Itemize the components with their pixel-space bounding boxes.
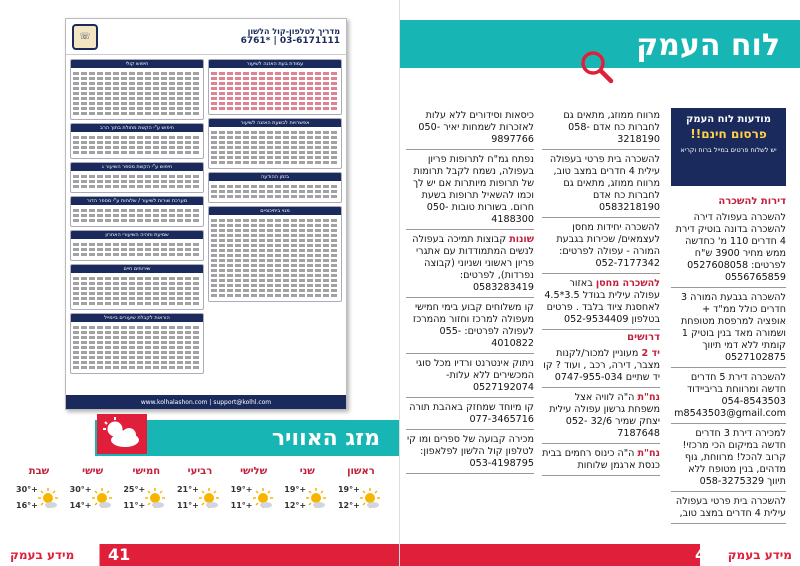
guide-text-line [211,239,339,242]
ad-item: להשכרה בעפולה דירה להשכרה בדונה בוטיק דירת 4 חדרים 110 מ' כחדשה ממש מחיר 3900 ש"ח לפרטים: 0527608058 0556765859 [671,210,786,288]
ad-text: מרווח ממוזג, מתאים גם לחברות כח אדם 058-3218190 [563,110,660,145]
ad-text: מעוניין למכור/לקנות מצבר, דירה, רכב , ועוד ? קו יד שתיים 0747-955-034 [543,348,660,383]
guide-text-line [211,254,339,257]
weather-day-body [68,481,118,525]
ad-text: ה"ה לוויה אצל משפחת גרשון עפולה עילית יצחק שמיר 32/6 052-7187648 [549,392,660,439]
guide-text-line [211,77,339,80]
board-title: לוח העמק [636,28,780,63]
weather-day [229,466,279,536]
weather-day [14,466,64,536]
guide-text-line [211,279,339,282]
guide-section-body [71,322,203,373]
guide-text-line [211,219,339,222]
ad-item [406,356,534,398]
weather-day-high: +19° [284,485,307,494]
weather-days [10,466,390,536]
partly-sunny-icon [251,487,275,515]
guide-text-line [73,146,201,149]
guide-section [208,206,342,302]
guide-section-heading: מנוי ביתיכוניים [209,207,341,215]
guide-section [70,123,204,159]
ad-text: קו מיוחד שמחזק באהבת תורה 077-3465716 [409,402,534,425]
guide-footer: www.kolhalashon.com | support@kolhl.com [66,395,346,409]
weather-day-name: חמישי [132,466,161,477]
guide-text-line [73,366,201,369]
ad-item [542,152,660,218]
weather-day-body [229,481,279,525]
ad-text: להשכרה יחידות מחסן לעצמאים/ שכירות בגבעת המורה - עפולה לפרטים: 052-7177342 [556,222,660,269]
ad-item [542,108,660,150]
weather-title: מזג האוויר [271,425,380,451]
guide-text-line [211,107,339,110]
page-number-left: 41 [108,545,131,564]
ad-item [542,446,660,476]
weather-day-high: +30° [16,485,38,494]
guide-text-line [211,92,339,95]
partly-sunny-icon [90,487,114,515]
ad-item [542,220,660,274]
weather-day-name: שבת [28,466,50,477]
guide-text-line [73,346,201,349]
guide-text-line [73,151,201,154]
page-number-right: 40 [695,545,718,564]
ad-item [406,232,534,298]
guide-text-line [211,269,339,272]
guide-text-line [211,161,339,164]
kol-halashon-logo: ☏ [72,24,98,50]
weather-day-low: +12° [337,501,360,510]
phone-guide [65,18,347,410]
guide-text-line [73,277,201,280]
ad-highlight: נח"ת [637,392,660,403]
ad-text: קבוצות תמיכה בעפולה לנשים המתמודדות עם אתגרי פריון ראשוני ושניוני (קבוצה נפרדות), לפרטים: 0583283419 [412,234,534,293]
guide-section-heading: שמיעת ותהיה השיעורי האחרון [71,231,203,239]
guide-section-heading: חיפוש קולי [71,60,203,68]
guide-phone: 03-6171111 | *6761 [240,36,340,46]
ad-highlight: נח"ת [637,448,660,459]
guide-section-heading: הוראות לקבלת שיעורים ביימייל [71,314,203,322]
ads-column-a [671,194,786,534]
weather-day-low: +16° [16,501,38,510]
guide-text-line [73,107,201,110]
guide-text-line [73,287,201,290]
ads-column-c [406,108,534,538]
guide-section-heading: חיפוש ע"י הקשת מחולת בתוך הרב [71,124,203,132]
guide-text-line [73,351,201,354]
guide-text-line [211,244,339,247]
guide-section-body [71,205,203,226]
guide-column [70,59,204,387]
partly-sunny-icon [358,487,382,515]
ad-text: להשכרה בית פרטי בעפולה עילית 4 חדרים במצב טוב, מרווח ממוזג, מתאים גם לחברות כח אדם 0583218190 [549,154,660,213]
weather-day [121,466,171,536]
guide-text-line [211,151,339,154]
guide-text-line [73,97,201,100]
weather-day-low: +11° [123,501,146,510]
ad-item [406,152,534,230]
weather-day-body [121,481,171,525]
weather-day-high: +30° [69,485,92,494]
partly-sunny-icon [304,487,328,515]
guide-text-line [211,185,339,188]
partly-sunny-icon [143,487,167,515]
ad-item [542,390,660,444]
guide-columns [66,55,346,391]
ad-highlight: שונות [509,234,534,245]
right-page [400,0,800,566]
promo-line1: מודעות לוח העמק [686,114,771,125]
guide-section-body [71,239,203,260]
weather-day-high: +19° [230,485,253,494]
guide-section-heading: שירותים חיים [71,265,203,273]
ad-item: להשכרה דירת 5 חדרים חדשה ומרווחת בריביידוד 054-8543503 m8543503@gmail.com [671,370,786,424]
guide-text-line [73,243,201,246]
weather-day [175,466,225,536]
weather-day [282,466,332,536]
weather-day-body [175,481,225,525]
promo-line2: פרסום חינם!! [690,127,767,141]
guide-text-line [73,361,201,364]
ad-item: למכירה דירת 3 חדרים חדשה במיקום הכי מרכזי! קרוב להכל! מרווחת, גוף מדהים, בנין מטופח ללא תיווך 058-3275329 [671,426,786,492]
weather-day-body [282,481,332,525]
guide-text-line [211,131,339,134]
ad-text: נפתח גמ"ח לתרופות פריון בעפולה, נשמח לקבל תרומות של תרופות מיותרות אם יש לך וכמו להשאיל תרופות בשעת חרום. בשורות טובות 050-4188300 [413,154,534,225]
guide-text-line [73,326,201,329]
weather-day-name: שני [299,466,315,477]
promo-box [671,108,786,186]
guide-section-body [209,181,341,202]
guide-text-line [73,336,201,339]
ad-text: ה"ה כינוס רחמים בבית כנסת ארגמן שלוחות [542,448,660,471]
guide-text-line [73,102,201,105]
guide-text-line [211,229,339,232]
guide-text-line [73,292,201,295]
weather-day-name: רביעי [187,466,213,477]
ad-item [406,400,534,430]
guide-section-heading: מערכת שורות לשיעור / שלוחות ע"י מספר הדור [71,197,203,205]
weather-day-name: שישי [82,466,104,477]
guide-text-line [211,224,339,227]
partly-sunny-icon [197,487,221,515]
guide-text-line [211,259,339,262]
guide-text-line [73,82,201,85]
guide-text-line [211,249,339,252]
guide-section [70,196,204,227]
guide-text-line [211,190,339,193]
guide-text-line [73,356,201,359]
ad-text: מכירה קבועה של ספרים ומו קי לטלפון קול הלשון לפלאפון: 053-4198795 [407,434,534,469]
guide-section [70,230,204,261]
ads-column-b [542,108,660,538]
guide-section-heading: בזמן ההודעה [209,173,341,181]
ad-highlight: להשכרה מחסן [595,278,660,289]
guide-text-line [73,92,201,95]
guide-section-body [71,273,203,309]
guide-text-line [73,282,201,285]
weather-day-high: +25° [123,485,146,494]
guide-text-line [211,289,339,292]
guide-text-line [73,302,201,305]
ads-category: דרושים [627,332,660,343]
ad-text: קו משלוחים קבוע בימי חמישי מעפולה למרכז וחזור מהמרכז לעפולה לפרטים: 055-4010822 [412,302,534,349]
weather-day-high: +19° [337,485,360,494]
guide-text-line [211,82,339,85]
weather-day [68,466,118,536]
guide-section [208,172,342,203]
guide-text-line [73,209,201,212]
ad-text: כיסאות וסידורים ללא עלות לאזכרות לשמחות יאיר 050-9897766 [418,110,534,145]
guide-text-line [73,214,201,217]
ad-item [406,432,534,474]
guide-section-heading: עמודת בעת האזנה לשיעור [209,60,341,68]
guide-text-line [211,274,339,277]
ad-text: ניתוק אינטרנט ורדיו מכל סוגי המכשירים ללא עלות- 0527192074 [415,358,534,393]
guide-text-line [211,102,339,105]
weather-day-body [14,481,64,525]
guide-section-body [209,215,341,301]
guide-text-line [211,87,339,90]
ad-item [406,108,534,150]
weather-day-low: +14° [69,501,92,510]
guide-text-line [211,284,339,287]
ads-category: דירות להשכרה [718,196,786,207]
guide-title: מדריך לטלפון-קול הלשון [247,27,340,36]
guide-text-line [211,72,339,75]
ad-item: להשכרה בית פרטי בעפולה עילית 4 חדרים במצב טוב, [671,494,786,524]
guide-section-body [209,127,341,168]
guide-text-line [211,156,339,159]
ad-highlight: יד 2 [641,348,660,359]
brand-right: מידע בעמק [727,548,792,562]
guide-text-line [73,141,201,144]
guide-text-line [73,77,201,80]
guide-text-line [211,146,339,149]
guide-text-line [73,112,201,115]
guide-text-line [73,175,201,178]
weather-day-high: +21° [176,485,199,494]
guide-section [70,59,204,120]
weather-day-body [336,481,386,525]
guide-text-line [211,234,339,237]
guide-text-line [211,195,339,198]
ad-item [542,276,660,330]
guide-text-line [211,294,339,297]
promo-line3: יש לשלוח פרטים במייל ברוח וקריא [680,146,777,154]
guide-section [70,264,204,310]
guide-text-line [211,264,339,267]
weather-cloud-icon [95,412,149,456]
ad-item [406,300,534,354]
guide-text-line [73,87,201,90]
guide-section-heading: אפשרויות לבשעת האזנה לשיעור [209,119,341,127]
guide-section-body [71,132,203,158]
weather-day-low: +11° [230,501,253,510]
guide-text-line [73,253,201,256]
guide-section-body [209,68,341,114]
guide-text-line [73,341,201,344]
guide-text-line [73,219,201,222]
guide-text-line [73,248,201,251]
guide-section [208,118,342,169]
guide-text-line [211,136,339,139]
guide-text-line [211,97,339,100]
partly-sunny-icon [36,487,60,515]
guide-text-line [73,136,201,139]
guide-section [70,313,204,374]
guide-text-line [73,331,201,334]
guide-section-heading: חיפוש ע"י הקשת מספר השיעור ג [71,163,203,171]
ad-item [542,346,660,388]
weather-day [336,466,386,536]
guide-text-line [73,72,201,75]
weather-day-name: שלישי [240,466,268,477]
ad-text: באזור עפולה עילית בגודל 3.5*4.5 לאחסנת ציוד בלבד . פרטים בטלפון 052-9534409 [544,278,660,325]
guide-text-line [73,180,201,183]
weather-day-low: +12° [284,501,307,510]
guide-section [208,59,342,115]
brand-left: מידע בעמק [10,548,75,562]
weather-day-low: +11° [176,501,199,510]
guide-text-line [73,297,201,300]
guide-section-body [71,68,203,119]
guide-section [70,162,204,193]
guide-column [208,59,342,387]
ad-item: להשכרה בגבעת המורה 3 חדרים כולל ממ"ד + אופציה למרפסת מטופחת ושמורה מאד בנין בוטיק 1 קומתי ללא דמי תיווך 0527102875 [671,290,786,368]
guide-header [66,19,346,55]
weather-day-name: ראשון [347,466,375,477]
guide-section-body [71,171,203,192]
guide-text-line [73,185,201,188]
guide-text-line [211,141,339,144]
magnifier-icon [580,50,614,88]
